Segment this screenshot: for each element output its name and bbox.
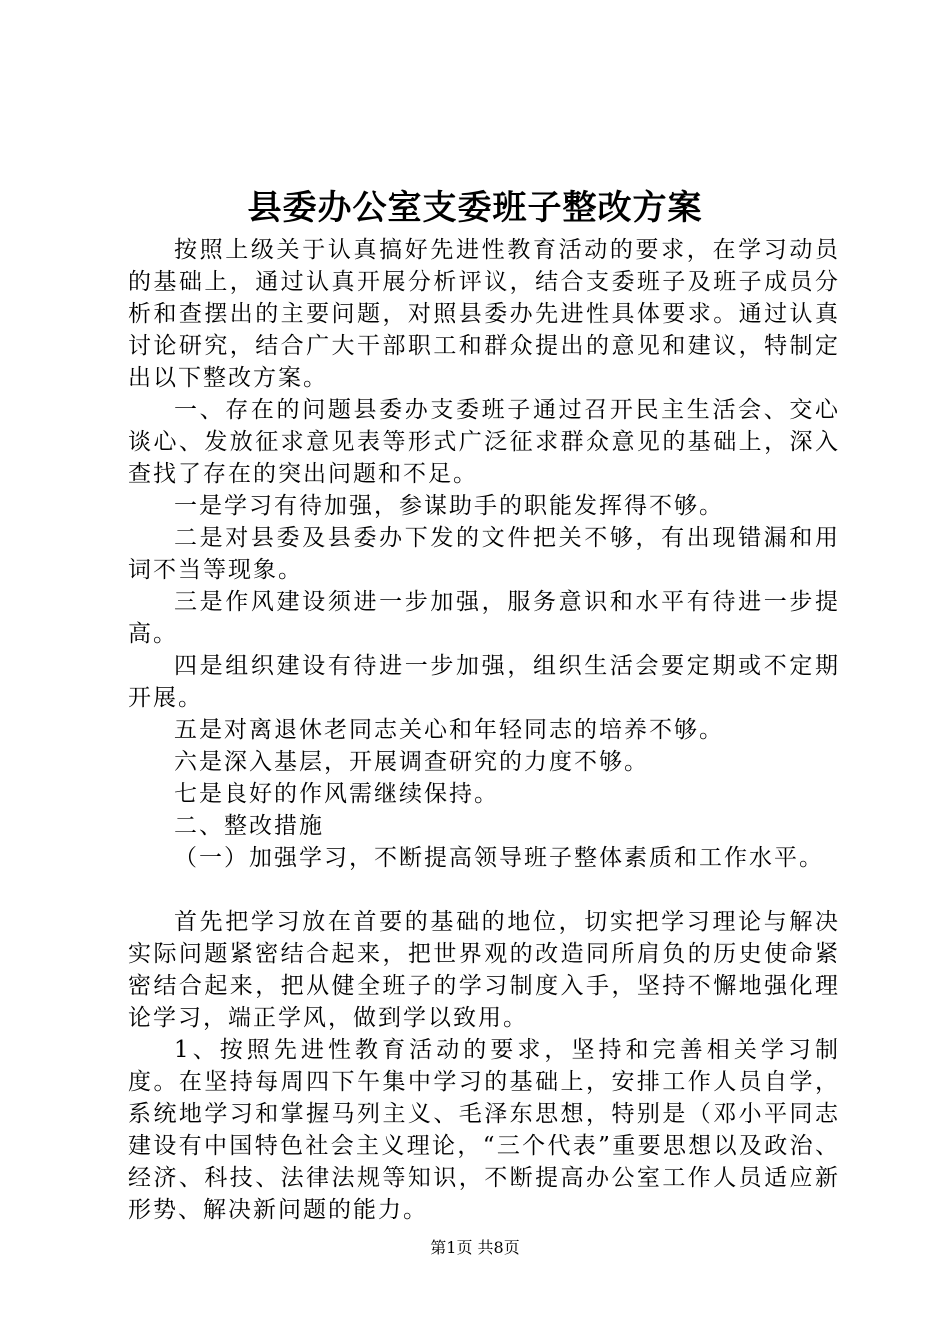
paragraph-section-one: 一、存在的问题县委办支委班子通过召开民主生活会、交心谈心、发放征求意见表等形式广泛征求群众意见的基础上，深入查找了存在的突出问题和不足。 xyxy=(128,397,840,487)
paragraph-issue-5: 五是对离退休老同志关心和年轻同志的培养不够。 xyxy=(174,717,724,743)
paragraph-issue-6: 六是深入基层，开展调查研究的力度不够。 xyxy=(174,749,649,775)
document-title: 县委办公室支委班子整改方案 xyxy=(247,188,703,228)
paragraph-issue-4: 四是组织建设有待进一步加强，组织生活会要定期或不定期开展。 xyxy=(128,653,840,711)
paragraph-study-item-1: 1、按照先进性教育活动的要求，坚持和完善相关学习制度。在坚持每周四下午集中学习的基础上，安排工作人员自学，系统地学习和掌握马列主义、毛泽东思想，特别是（邓小平同志建设有中国特色社会主义理论，“三个代表”重要思想以及政治、经济、科技、法律法规等知识，不断提高办公室工作人员适应新形势、解决新问题的能力。 xyxy=(128,1037,840,1223)
paragraph-issue-7: 七是良好的作风需继续保持。 xyxy=(174,781,499,807)
document-body xyxy=(128,234,840,1226)
section-heading-two: 二、整改措施 xyxy=(174,813,324,839)
page-footer: 第1页 共8页 xyxy=(430,1238,520,1257)
paragraph-study-first: 首先把学习放在首要的基础的地位，切实把学习理论与解决实际问题紧密结合起来，把世界观的改造同所肩负的历史使命紧密结合起来，把从健全班子的学习制度入手，坚持不懈地强化理论学习，端正学风，做到学以致用。 xyxy=(128,909,840,1031)
paragraph-intro: 按照上级关于认真搞好先进性教育活动的要求，在学习动员的基础上，通过认真开展分析评议，结合支委班子及班子成员分析和查摆出的主要问题，对照县委办先进性具体要求。通过认真讨论研究，结合广大干部职工和群众提出的意见和建议，特制定出以下整改方案。 xyxy=(128,237,840,391)
paragraph-issue-1: 一是学习有待加强，参谋助手的职能发挥得不够。 xyxy=(174,493,724,519)
paragraph-issue-2: 二是对县委及县委办下发的文件把关不够，有出现错漏和用词不当等现象。 xyxy=(128,525,840,583)
subsection-heading-one: （一）加强学习，不断提高领导班子整体素质和工作水平。 xyxy=(174,845,824,871)
paragraph-issue-3: 三是作风建设须进一步加强，服务意识和水平有待进一步提高。 xyxy=(128,589,840,647)
